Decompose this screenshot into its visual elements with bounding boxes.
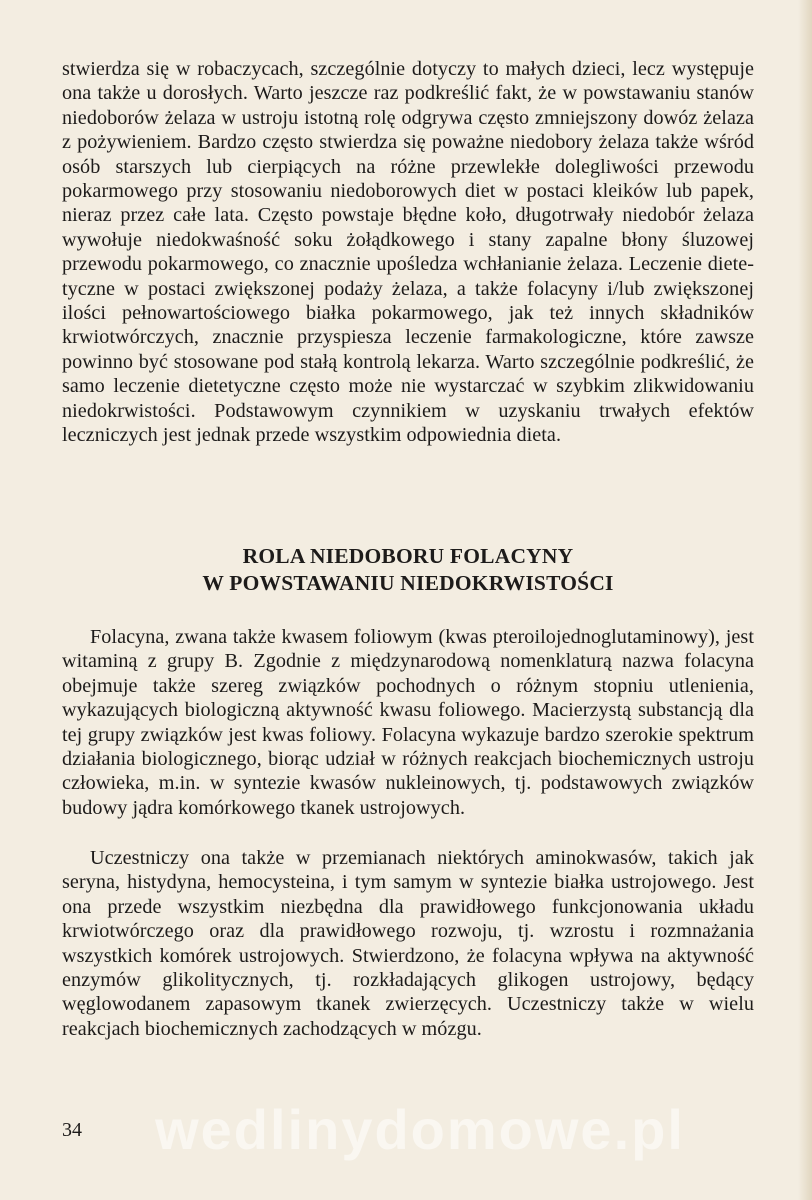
heading-line-2: W POWSTAWANIU NIEDOKRWISTOŚCI xyxy=(202,571,614,595)
paragraph-intro: stwierdza się w robaczycach, szczególnie dotyczy to małych dzieci, lecz występuje ona także u dorosłych. Warto jeszcze raz podkreślić fakt, że w powstawaniu stanów niedoborów żelaza w ustroju istotną rolę odgrywa często zmniejszony dowóz żelaza z pożywieniem. Bardzo często stwierdza się poważne niedobory żelaza także wśród osób starszych lub cierpiących na różne przewlekłe dolegliwości przewodu pokarmowego przy stosowaniu niedoborowych diet w postaci kleików lub papek, nieraz przez całe lata. Często powstaje błędne koło, długotrwały niedobór żelaza wywołuje niedokwaśność soku żołądkowego i stany zapalne błony śluzowej przewodu pokarmowego, co znacznie upośledza wchłanianie żelaza. Leczenie dietetyczne w postaci zwiększonej podaży żelaza, a także folacyny i/lub zwiększonej ilości pełnowartościowego białka pokarmowego, jak też innych składników krwiotwórczych, znacznie przyspiesza leczenie farmakologiczne, które zawsze powinno być stosowane pod stałą kontrolą lekarza. Warto szczególnie podkreślić, że samo leczenie dietetyczne często może nie wystarczać w szybkim zlikwidowaniu niedokrwistości. Podstawowym czynnikiem w uzyskaniu trwałych efektów leczniczych jest jednak przede wszystkim odpowiednia dieta. xyxy=(62,58,754,447)
page-edge-shadow xyxy=(798,0,812,1200)
section-heading xyxy=(62,543,754,597)
paragraph-uczestniczy: Uczestniczy ona także w przemianach niektórych aminokwasów, takich jak seryna, histydyna, hemocysteina, i tym samym w syntezie białka ustrojowego. Jest ona przede wszystkim niezbędna dla prawidłowego funkcjonowania układu krwiotwórczego oraz dla prawidłowego rozwoju, tj. wzrostu i rozmnażania wszystkich komórek ustrojowych. Stwierdzono, że folacyna wpływa na aktywność enzymów glikolitycznych, tj. rozkładających glikogen ustrojowy, będący węglowodanem zapasowym tkanek zwierzęcych. Uczestniczy także w wielu reakcjach biochemicznych zachodzących w mózgu. xyxy=(62,847,754,1040)
heading-line-1: ROLA NIEDOBORU FOLACYNY xyxy=(242,544,574,568)
page-number: 34 xyxy=(62,1119,82,1141)
watermark: wedlinydomowe.pl xyxy=(155,1098,685,1161)
paragraph-folacyna: Folacyna, zwana także kwasem foliowym (kwas pteroilojednoglutaminowy), jest witaminą z grupy B. Zgodnie z międzynarodową nomenklaturą nazwa folacyna obejmuje także szereg związków pochodnych o różnym stopniu utlenienia, wykazujących biologiczną aktywność kwasu foliowego. Macierzystą substancją dla tej grupy związków jest kwas foliowy. Folacyna wykazuje bardzo szerokie spektrum działania biologicznego, biorąc udział w różnych reakcjach biochemicznych ustroju człowieka, m.in. w syntezie kwasów nukleinowych, tj. podstawowych związków budowy jądra komórkowego tkanek ustrojowych. xyxy=(62,626,754,819)
